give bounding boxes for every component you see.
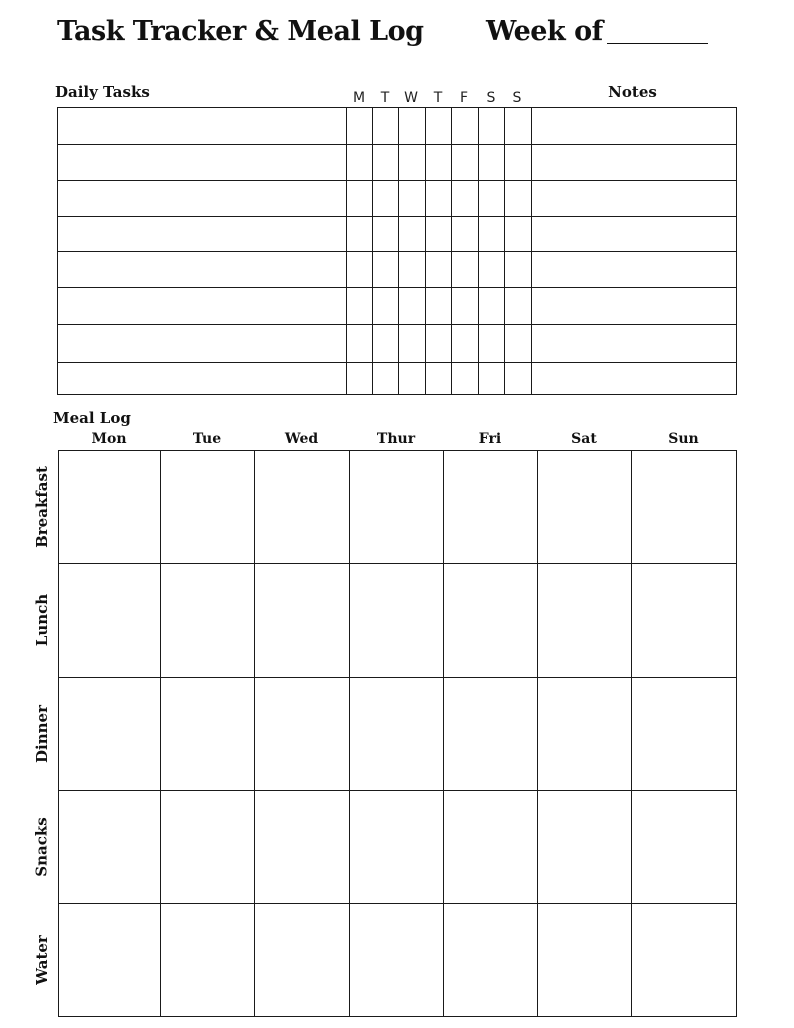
- task-checkbox-tue[interactable]: [373, 252, 399, 288]
- meal-day-header-mon: Mon: [91, 431, 127, 447]
- meal-cell-tue[interactable]: [161, 904, 255, 1017]
- task-checkbox-thu[interactable]: [426, 108, 452, 145]
- meal-cell-thur[interactable]: [350, 564, 444, 678]
- task-checkbox-fri[interactable]: [452, 363, 479, 395]
- meal-row-label-lunch: Lunch: [33, 593, 51, 647]
- meal-cell-mon[interactable]: [59, 451, 161, 564]
- meal-cell-mon[interactable]: [59, 904, 161, 1017]
- task-notes-cell[interactable]: [532, 288, 737, 325]
- meal-cell-sun[interactable]: [632, 678, 737, 791]
- daily-tasks-table: [57, 107, 737, 395]
- task-notes-cell[interactable]: [532, 325, 737, 363]
- task-checkbox-fri[interactable]: [452, 325, 479, 363]
- task-row: [58, 252, 737, 288]
- meal-cell-mon[interactable]: [59, 564, 161, 678]
- meal-cell-tue[interactable]: [161, 451, 255, 564]
- meal-cell-tue[interactable]: [161, 678, 255, 791]
- task-day-header-fri: F: [459, 90, 469, 106]
- meal-log-heading: Meal Log: [53, 409, 131, 427]
- task-checkbox-sun[interactable]: [505, 145, 532, 181]
- task-checkbox-sun[interactable]: [505, 288, 532, 325]
- meal-cell-fri[interactable]: [444, 678, 538, 791]
- task-checkbox-tue[interactable]: [373, 288, 399, 325]
- meal-cell-sat[interactable]: [538, 451, 632, 564]
- meal-cell-thur[interactable]: [350, 451, 444, 564]
- task-checkbox-sun[interactable]: [505, 325, 532, 363]
- task-checkbox-wed[interactable]: [399, 181, 426, 217]
- task-checkbox-fri[interactable]: [452, 145, 479, 181]
- meal-row-label-breakfast: Breakfast: [33, 465, 52, 548]
- task-checkbox-fri[interactable]: [452, 181, 479, 217]
- task-checkbox-mon[interactable]: [347, 363, 373, 395]
- task-day-header-sun: S: [512, 90, 522, 106]
- task-day-header-wed: W: [404, 90, 418, 106]
- task-checkbox-tue[interactable]: [373, 145, 399, 181]
- meal-cell-sun[interactable]: [632, 791, 737, 904]
- meal-cell-thur[interactable]: [350, 678, 444, 791]
- task-checkbox-wed[interactable]: [399, 288, 426, 325]
- task-checkbox-mon[interactable]: [347, 108, 373, 145]
- task-row: [58, 181, 737, 217]
- meal-cell-sun[interactable]: [632, 451, 737, 564]
- meal-cell-tue[interactable]: [161, 791, 255, 904]
- task-row: [58, 325, 737, 363]
- task-notes-cell[interactable]: [532, 181, 737, 217]
- meal-day-header-sun: Sun: [668, 431, 699, 447]
- task-checkbox-tue[interactable]: [373, 181, 399, 217]
- task-name-cell[interactable]: [58, 325, 347, 363]
- meal-cell-sat[interactable]: [538, 904, 632, 1017]
- task-checkbox-mon[interactable]: [347, 181, 373, 217]
- page-title: Task Tracker & Meal Log: [57, 16, 424, 47]
- task-day-header-mon: M: [352, 90, 366, 106]
- meal-cell-fri[interactable]: [444, 904, 538, 1017]
- task-checkbox-sun[interactable]: [505, 217, 532, 252]
- task-name-cell[interactable]: [58, 217, 347, 252]
- meal-cell-fri[interactable]: [444, 564, 538, 678]
- task-checkbox-fri[interactable]: [452, 108, 479, 145]
- task-checkbox-thu[interactable]: [426, 252, 452, 288]
- task-row: [58, 288, 737, 325]
- meal-cell-wed[interactable]: [255, 904, 350, 1017]
- task-checkbox-mon[interactable]: [347, 145, 373, 181]
- task-day-header-thu: T: [433, 90, 443, 106]
- task-checkbox-tue[interactable]: [373, 363, 399, 395]
- task-name-cell[interactable]: [58, 252, 347, 288]
- task-row: [58, 363, 737, 395]
- task-checkbox-sun[interactable]: [505, 181, 532, 217]
- meal-row-snacks: [59, 791, 737, 904]
- meal-cell-wed[interactable]: [255, 791, 350, 904]
- meal-cell-fri[interactable]: [444, 451, 538, 564]
- task-name-cell[interactable]: [58, 363, 347, 395]
- task-notes-cell[interactable]: [532, 145, 737, 181]
- notes-heading: Notes: [608, 83, 657, 101]
- task-checkbox-sat[interactable]: [479, 108, 505, 145]
- task-checkbox-wed[interactable]: [399, 363, 426, 395]
- meal-cell-sat[interactable]: [538, 678, 632, 791]
- task-checkbox-mon[interactable]: [347, 252, 373, 288]
- task-name-cell[interactable]: [58, 108, 347, 145]
- meal-cell-thur[interactable]: [350, 904, 444, 1017]
- meal-cell-mon[interactable]: [59, 678, 161, 791]
- task-checkbox-sat[interactable]: [479, 217, 505, 252]
- task-day-header-sat: S: [486, 90, 496, 106]
- meal-row-breakfast: [59, 451, 737, 564]
- task-checkbox-sat[interactable]: [479, 252, 505, 288]
- task-checkbox-sat[interactable]: [479, 181, 505, 217]
- meal-cell-tue[interactable]: [161, 564, 255, 678]
- meal-cell-sat[interactable]: [538, 791, 632, 904]
- task-name-cell[interactable]: [58, 181, 347, 217]
- task-checkbox-thu[interactable]: [426, 363, 452, 395]
- meal-day-header-thur: Thur: [376, 431, 416, 447]
- task-notes-cell[interactable]: [532, 217, 737, 252]
- meal-cell-thur[interactable]: [350, 791, 444, 904]
- task-checkbox-sat[interactable]: [479, 325, 505, 363]
- meal-log-table: [58, 450, 737, 1017]
- task-checkbox-tue[interactable]: [373, 325, 399, 363]
- meal-cell-mon[interactable]: [59, 791, 161, 904]
- task-name-cell[interactable]: [58, 145, 347, 181]
- meal-day-header-sat: Sat: [571, 431, 597, 447]
- meal-cell-sat[interactable]: [538, 564, 632, 678]
- task-checkbox-thu[interactable]: [426, 181, 452, 217]
- meal-cell-fri[interactable]: [444, 791, 538, 904]
- task-checkbox-fri[interactable]: [452, 252, 479, 288]
- meal-cell-wed[interactable]: [255, 451, 350, 564]
- task-checkbox-mon[interactable]: [347, 217, 373, 252]
- meal-cell-wed[interactable]: [255, 564, 350, 678]
- task-checkbox-fri[interactable]: [452, 217, 479, 252]
- task-notes-cell[interactable]: [532, 252, 737, 288]
- task-notes-cell[interactable]: [532, 363, 737, 395]
- task-checkbox-wed[interactable]: [399, 145, 426, 181]
- task-checkbox-sat[interactable]: [479, 288, 505, 325]
- task-checkbox-mon[interactable]: [347, 288, 373, 325]
- daily-tasks-heading: Daily Tasks: [55, 83, 150, 101]
- meal-cell-sun[interactable]: [632, 904, 737, 1017]
- week-of-label: Week of: [486, 16, 603, 47]
- meal-row-label-water: Water: [33, 934, 52, 985]
- task-row: [58, 108, 737, 145]
- task-notes-cell[interactable]: [532, 108, 737, 145]
- meal-day-header-tue: Tue: [192, 431, 222, 447]
- meal-row-water: [59, 904, 737, 1017]
- meal-row-lunch: [59, 564, 737, 678]
- task-checkbox-tue[interactable]: [373, 108, 399, 145]
- meal-row-dinner: [59, 678, 737, 791]
- meal-day-header-fri: Fri: [478, 431, 502, 447]
- meal-cell-wed[interactable]: [255, 678, 350, 791]
- task-checkbox-thu[interactable]: [426, 217, 452, 252]
- task-checkbox-wed[interactable]: [399, 325, 426, 363]
- task-checkbox-sun[interactable]: [505, 252, 532, 288]
- meal-cell-sun[interactable]: [632, 564, 737, 678]
- task-row: [58, 217, 737, 252]
- task-checkbox-wed[interactable]: [399, 252, 426, 288]
- task-checkbox-wed[interactable]: [399, 217, 426, 252]
- task-name-cell[interactable]: [58, 288, 347, 325]
- task-checkbox-fri[interactable]: [452, 288, 479, 325]
- task-checkbox-sun[interactable]: [505, 108, 532, 145]
- week-of-blank-line[interactable]: [607, 43, 708, 44]
- task-checkbox-thu[interactable]: [426, 325, 452, 363]
- task-checkbox-mon[interactable]: [347, 325, 373, 363]
- meal-day-header-wed: Wed: [284, 431, 319, 447]
- task-checkbox-tue[interactable]: [373, 217, 399, 252]
- task-checkbox-sat[interactable]: [479, 363, 505, 395]
- task-checkbox-thu[interactable]: [426, 145, 452, 181]
- task-checkbox-wed[interactable]: [399, 108, 426, 145]
- task-checkbox-sat[interactable]: [479, 145, 505, 181]
- task-row: [58, 145, 737, 181]
- task-checkbox-thu[interactable]: [426, 288, 452, 325]
- meal-row-label-dinner: Dinner: [33, 704, 51, 763]
- task-checkbox-sun[interactable]: [505, 363, 532, 395]
- meal-row-label-snacks: Snacks: [33, 816, 51, 877]
- task-day-header-tue: T: [380, 90, 390, 106]
